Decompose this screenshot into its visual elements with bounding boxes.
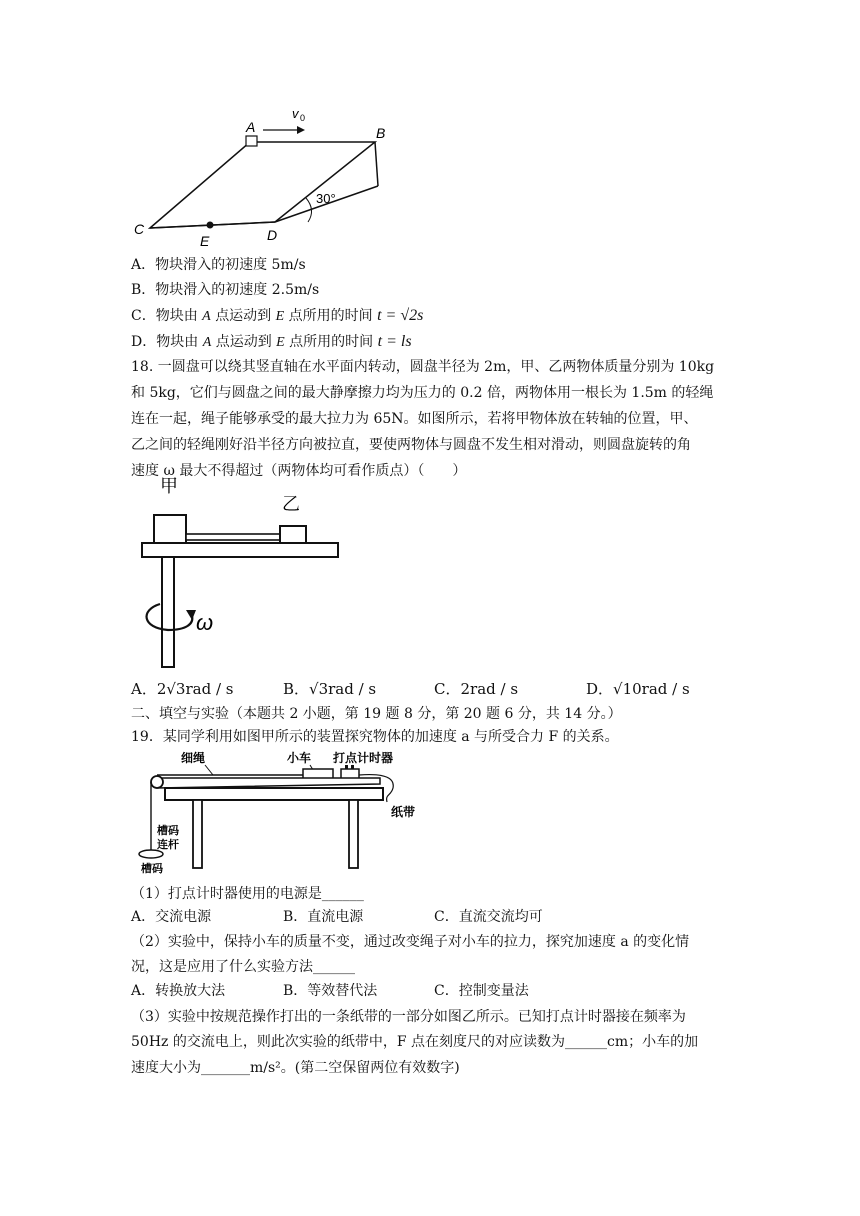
q18-line-5: 速度 ω 最大不得超过（两物体均可看作质点）（ ） <box>131 463 467 479</box>
q19-part-3-line-3: 速度大小为_______m/s²。(第二空保留两位有效数字) <box>131 1060 460 1076</box>
q19-part-2-option-b: B．等效替代法 <box>283 983 378 999</box>
label-c: C <box>134 221 145 237</box>
point-e-dot <box>207 222 214 229</box>
q18-line-4: 乙之间的轻绳刚好沿半径方向被拉直，要使两物体与圆盘不发生相对滑动，则圆盘旋转的角 <box>131 437 691 453</box>
q18-line-3: 连在一起，绳子能够承受的最大拉力为 65N。如图所示，若将甲物体放在转轴的位置，甲、 <box>131 411 698 427</box>
q19-part-2-line-1: （2）实验中，保持小车的质量不变，通过改变绳子对小车的拉力，探究加速度 a 的变化情 <box>131 934 690 950</box>
rotation-arrowhead <box>186 610 196 620</box>
q19-part-2-option-c: C．控制变量法 <box>434 983 529 999</box>
label-omega: ω <box>196 610 214 635</box>
section-2-heading: 二、填空与实验（本题共 2 小题，第 19 题 8 分，第 20 题 6 分，共 14 分。） <box>131 706 622 722</box>
q17-d-e: E <box>276 335 285 350</box>
q17-c-mid: 点运动到 <box>215 308 272 324</box>
incline-top-face <box>150 142 375 228</box>
label-rod-2: 连杆 <box>157 839 179 851</box>
q19-part-1-option-a: A．交流电源 <box>131 909 212 925</box>
incline-back-edge <box>375 142 378 186</box>
rope-pointer <box>205 765 213 775</box>
label-v-sub: 0 <box>300 113 306 123</box>
q17-d-val: t = ls <box>377 333 412 350</box>
label-rod-1: 槽码 <box>157 825 179 837</box>
label-b: B <box>376 125 386 141</box>
label-angle: 30° <box>316 191 336 206</box>
label-timer: 打点计时器 <box>333 751 394 765</box>
label-cart: 小车 <box>287 751 312 765</box>
label-rope: 细绳 <box>181 751 206 765</box>
q18-option-d: D．√10rad / s <box>586 680 690 698</box>
q17-option-c <box>131 303 721 330</box>
q18-line-2: 和 5kg，它们与圆盘之间的最大静摩擦力均为压力的 0.2 倍，两物体用一根长为 1.5m 的轻绳 <box>131 385 714 401</box>
q18-line-1: 18. 一圆盘可以绕其竖直轴在水平面内转动，圆盘半径为 2m，甲、乙两物体质量分别为 10kg <box>131 359 715 375</box>
q19-part-1-option-b: B．直流电源 <box>283 909 364 925</box>
q17-c-e: E <box>275 309 285 324</box>
pulley <box>151 776 163 788</box>
q17-option-a: A．物块滑入的初速度 5m/s <box>131 257 306 273</box>
apparatus-figure <box>135 748 420 878</box>
label-jia: 甲 <box>160 476 178 496</box>
block-cube <box>246 136 257 146</box>
weight-disk <box>139 850 163 858</box>
body-yi <box>280 526 306 543</box>
q19-part-3-line-1: （3）实验中按规范操作打出的一条纸带的一部分如图乙所示。已知打点计时器接在频率为 <box>131 1009 686 1025</box>
q18-option-c: C．2rad / s <box>434 680 519 698</box>
label-d: D <box>267 227 278 243</box>
table-leg-right <box>349 800 358 868</box>
timer-top-2 <box>351 765 354 769</box>
track <box>157 778 380 788</box>
velocity-arrowhead <box>297 126 305 134</box>
q17-d-mid: 点运动到 <box>215 334 272 350</box>
q19-part-2-line-2: 况，这是应用了什么实验方法______ <box>131 959 355 975</box>
table-top <box>165 788 383 800</box>
incline-figure <box>130 98 410 250</box>
q17-d-a: A <box>202 335 212 350</box>
q17-option-d <box>131 329 721 356</box>
rope <box>186 534 280 540</box>
q17-c-post: 点所用的时间 <box>288 308 373 324</box>
q19-part-2-option-a: A．转换放大法 <box>131 983 226 999</box>
label-yi: 乙 <box>282 494 300 514</box>
q19-part-1-option-c: C．直流交流均可 <box>434 909 543 925</box>
q17-d-pre: D．物块由 <box>131 334 199 350</box>
label-weight: 槽码 <box>141 863 163 875</box>
label-v: v <box>292 106 299 121</box>
q17-d-post: 点所用的时间 <box>289 334 374 350</box>
body-jia <box>154 515 186 543</box>
table-leg-left <box>193 800 202 868</box>
q17-c-a: A <box>202 309 211 324</box>
timer-top <box>345 765 348 769</box>
disk-plate <box>142 543 338 557</box>
q17-c-val: t = √2s <box>377 307 424 324</box>
q18-option-a: A．2√3rad / s <box>131 680 234 698</box>
q17-option-b: B．物块滑入的初速度 2.5m/s <box>131 282 320 298</box>
label-a: A <box>246 119 256 135</box>
q19-part-1: （1）打点计时器使用的电源是______ <box>131 886 364 902</box>
rotation-axle <box>162 557 174 667</box>
label-tape: 纸带 <box>391 805 416 819</box>
q19-part-3-line-2: 50Hz 的交流电上，则此次实验的纸带中，F 点在刻度尺的对应读数为______cm；小车的加 <box>131 1034 699 1050</box>
q19-intro: 19．某同学利用如图甲所示的装置探究物体的加速度 a 与所受合力 F 的关系。 <box>131 729 619 745</box>
q18-option-b: B．√3rad / s <box>283 680 377 698</box>
label-e: E <box>200 233 210 249</box>
disk-figure <box>130 470 350 670</box>
q17-c-pre: C．物块由 <box>131 308 198 324</box>
